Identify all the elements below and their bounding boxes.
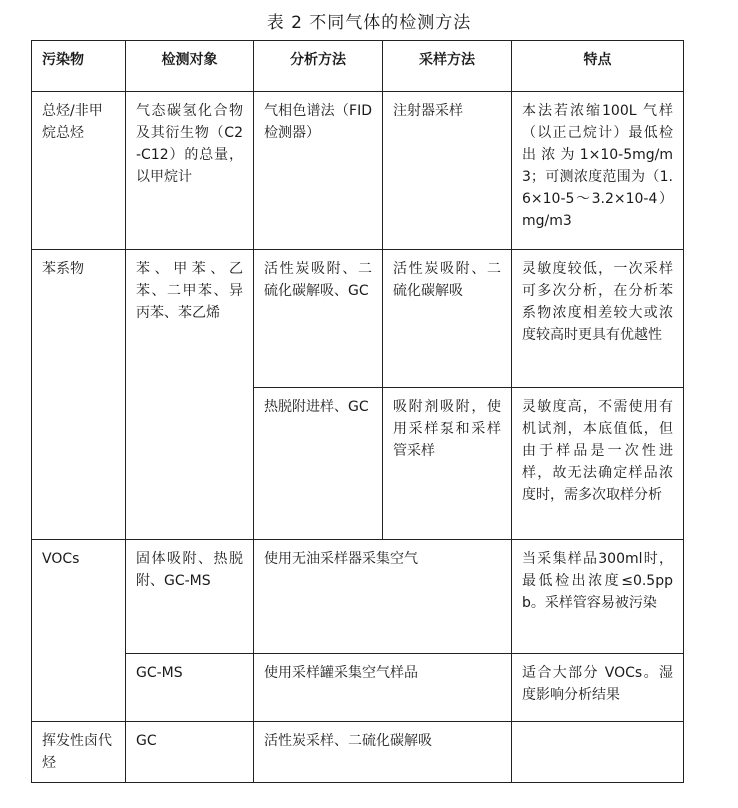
cell-feature [512,722,684,783]
table-row [32,250,684,388]
table-row [32,654,684,722]
cell-analysis-sampling: 使用无油采样器采集空气 [254,540,512,654]
cell-feature: 当采集样品300ml时，最低检出浓度≤0.5ppb。采样管容易被污染 [512,540,684,654]
cell-target: GC [126,722,254,783]
cell-feature: 适合大部分 VOCs。湿度影响分析结果 [512,654,684,722]
cell-target: 固体吸附、热脱附、GC-MS [126,540,254,654]
cell-pollutant: 苯系物 [32,250,126,540]
table-caption: 表 2 不同气体的检测方法 [266,13,472,33]
table-row [32,92,684,250]
cell-analysis: 热脱附进样、GC [254,388,383,540]
cell-feature: 本法若浓缩100L 气样（以正己烷计）最低检出浓为1×10-5mg/m3；可测浓度范围为（1.6×10-5～3.2×10-4）mg/m3 [512,92,684,250]
cell-pollutant: VOCs [32,540,126,722]
cell-analysis: 活性炭吸附、二硫化碳解吸、GC [254,250,383,388]
header-feature: 特点 [512,41,684,92]
cell-target: 气态碳氢化合物及其衍生物（C2-C12）的总量，以甲烷计 [126,92,254,250]
header-target: 检测对象 [126,41,254,92]
cell-analysis: 气相色谱法（FID 检测器） [254,92,383,250]
cell-feature: 灵敏度高，不需使用有机试剂，本底值低，但由于样品是一次性进样，故无法确定样品浓度时，需多次取样分析 [512,388,684,540]
header-analysis: 分析方法 [254,41,383,92]
detection-methods-table [31,40,684,783]
cell-pollutant: 总烃/非甲烷总烃 [32,92,126,250]
cell-pollutant: 挥发性卤代烃 [32,722,126,783]
table-row [32,540,684,654]
table-row [32,722,684,783]
cell-target: 苯、甲苯、乙苯、二甲苯、异丙苯、苯乙烯 [126,250,254,540]
cell-feature: 灵敏度较低，一次采样可多次分析，在分析苯系物浓度相差较大或浓度较高时更具有优越性 [512,250,684,388]
cell-sampling: 活性炭吸附、二硫化碳解吸 [383,250,512,388]
header-row [32,41,684,92]
header-sampling: 采样方法 [383,41,512,92]
cell-analysis-sampling: 活性炭采样、二硫化碳解吸 [254,722,512,783]
cell-analysis-sampling: 使用采样罐采集空气样品 [254,654,512,722]
header-pollutant: 污染物 [32,41,126,92]
cell-target: GC-MS [126,654,254,722]
cell-sampling: 注射器采样 [383,92,512,250]
cell-sampling: 吸附剂吸附，使用采样泵和采样管采样 [383,388,512,540]
